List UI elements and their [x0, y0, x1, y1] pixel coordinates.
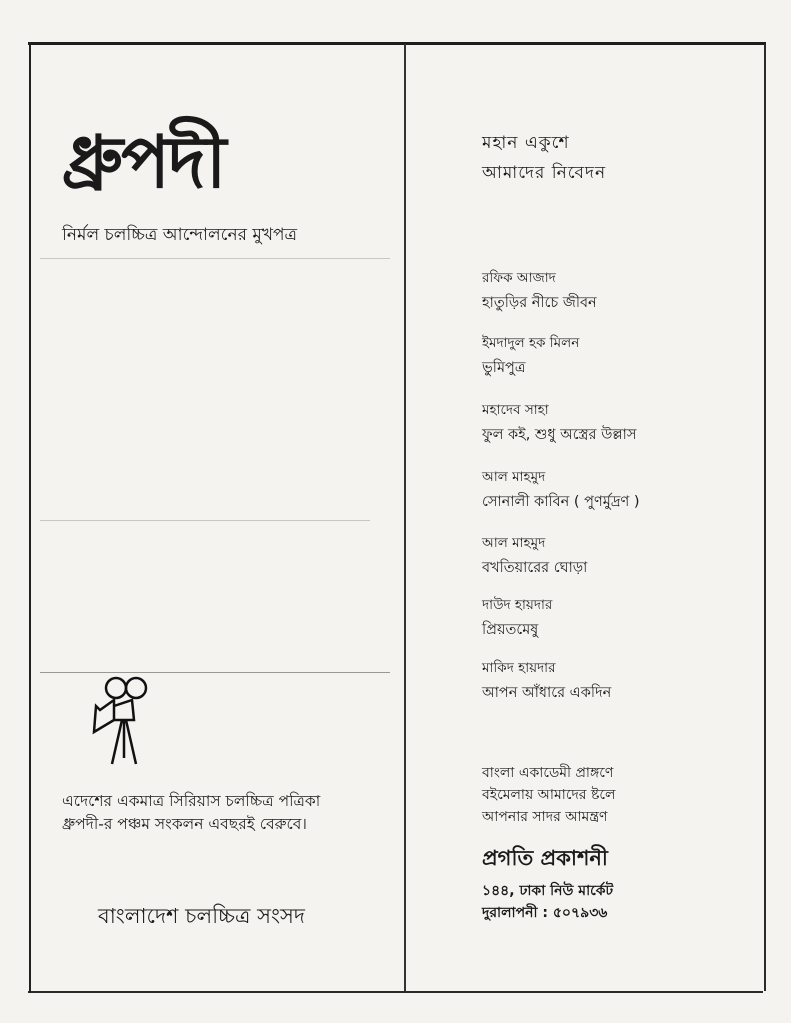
- book-author: আল মাহমুদ: [482, 535, 546, 551]
- frame-bottom-border: [28, 991, 763, 993]
- notice-line: এদেশের একমাত্র সিরিয়াস চলচ্চিত্র পত্রিকা: [62, 792, 321, 810]
- book-title: প্রিয়তমেষু: [482, 621, 539, 638]
- book-title: বখতিয়ারের ঘোড়া: [482, 559, 588, 576]
- book-title: হাতুড়ির নীচে জীবন: [482, 294, 597, 311]
- book-entry: [482, 599, 552, 637]
- address-line: ১৪৪, ঢাকা নিউ মার্কেট: [482, 883, 614, 899]
- book-entry: [482, 272, 597, 310]
- film-projector-icon: [92, 676, 154, 768]
- publisher-name: প্রগতি প্রকাশনী: [482, 846, 608, 870]
- book-entry: [482, 537, 587, 575]
- magazine-tagline: নির্মল চলচ্চিত্র আন্দোলনের মুখপত্র: [62, 225, 298, 245]
- faint-scan-line: [40, 520, 370, 521]
- book-title: আপন আঁধারে একদিন: [482, 684, 612, 701]
- book-title: ভুমিপুত্র: [482, 359, 526, 376]
- book-author: মাকিদ হায়দার: [482, 660, 556, 676]
- frame-top-border: [28, 42, 766, 45]
- notice-line: ধ্রুপদী-র পঞ্চম সংকলন এবছরই বেরুবে।: [62, 815, 307, 833]
- frame-left-border: [29, 42, 31, 993]
- book-entry: [482, 662, 611, 700]
- publisher-address: [482, 880, 613, 924]
- book-entry: [482, 404, 636, 442]
- book-title: ফুল কই, শুধু অস্ত্রের উল্লাস: [482, 426, 637, 443]
- heading-primary: মহান একুশে: [482, 133, 570, 153]
- book-author: দাউদ হায়দার: [482, 597, 553, 613]
- frame-right-border: [764, 44, 766, 991]
- invitation-line: আপনার সাদর আমন্ত্রণ: [482, 809, 608, 825]
- book-title: সোনালী কাবিন ( পুণর্মুদ্রণ ): [482, 493, 640, 510]
- invitation-line: বইমেলায় আমাদের ষ্টলে: [482, 787, 616, 803]
- invitation-text: [482, 762, 615, 828]
- phone-line: দুরালাপনী : ৫০৭৯৩৬: [482, 905, 608, 921]
- magazine-title: ধ্রুপদী: [62, 119, 225, 204]
- book-author: আল মাহমুদ: [482, 469, 546, 485]
- column-divider: [404, 44, 406, 991]
- book-author: রফিক আজাদ: [482, 270, 556, 286]
- faint-scan-line: [40, 672, 390, 673]
- notice-text: [62, 790, 320, 836]
- book-author: ইমদাদুল হক মিলন: [482, 335, 580, 351]
- organization-name: বাংলাদেশ চলচ্চিত্র সংসদ: [98, 904, 305, 928]
- book-author: মহাদেব সাহা: [482, 402, 549, 418]
- invitation-line: বাংলা একাডেমী প্রাঙ্গণে: [482, 765, 614, 781]
- book-entry: [482, 337, 579, 375]
- heading-secondary: আমাদের নিবেদন: [482, 163, 607, 183]
- faint-scan-line: [40, 258, 390, 259]
- book-entry: [482, 471, 640, 509]
